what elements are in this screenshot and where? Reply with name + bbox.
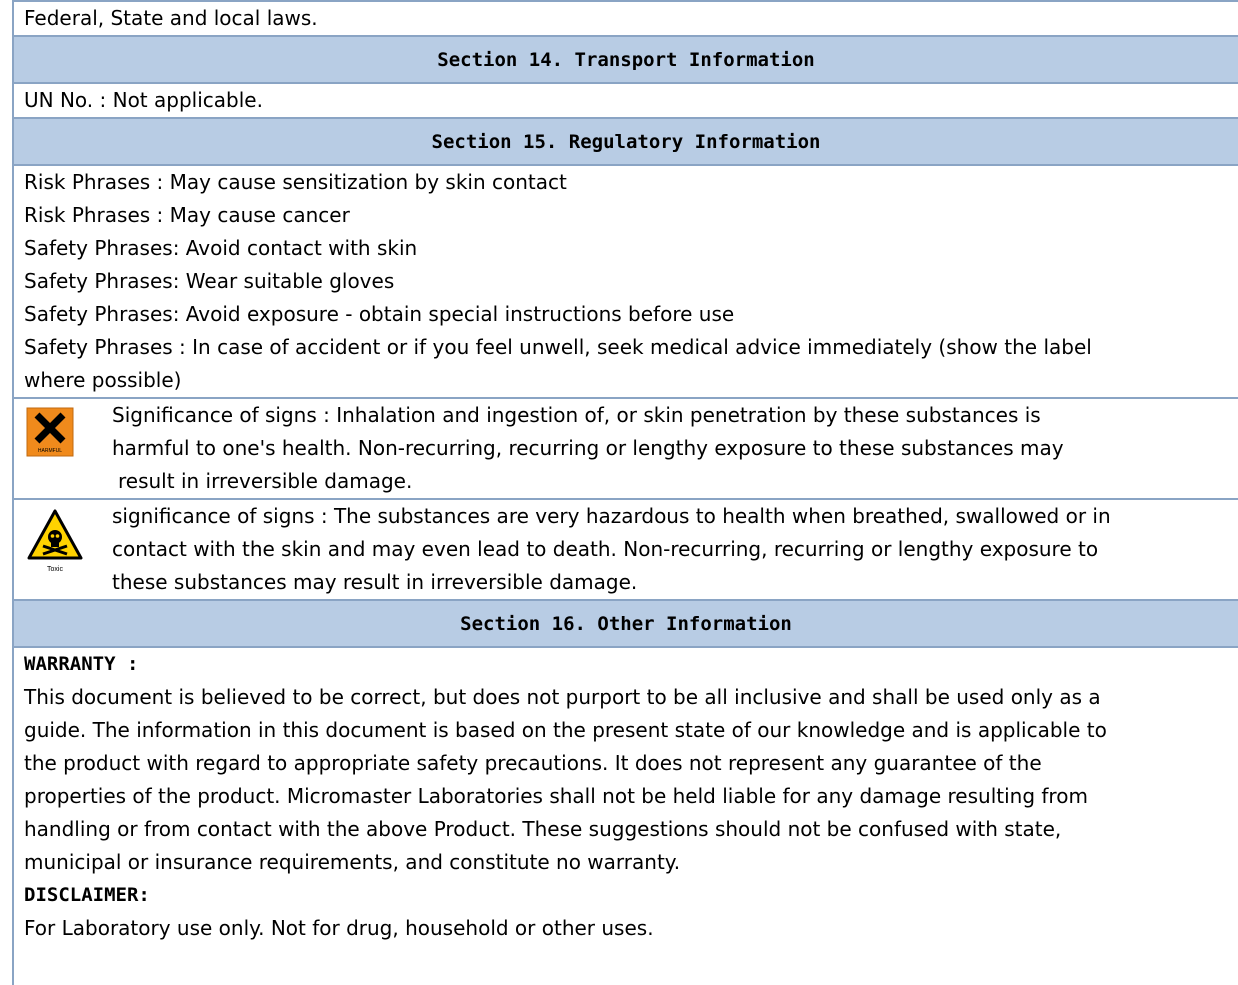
svg-text:HARMFUL: HARMFUL: [37, 448, 63, 454]
harmful-line: result in irreversible damage.: [118, 469, 413, 493]
section-14-header: Section 14. Transport Information: [14, 37, 1238, 84]
other-information-body: [14, 648, 1238, 945]
warranty-line: municipal or insurance requirements, and constitute no warranty.: [24, 850, 681, 874]
risk-phrase: Risk Phrases : May cause sensitization by skin contact: [24, 170, 567, 194]
warranty-label: WARRANTY :: [24, 653, 139, 675]
warranty-line: the product with regard to appropriate safety precautions. It does not represent any guarantee of the: [24, 751, 1042, 775]
warranty-line: This document is believed to be correct, but does not purport to be all inclusive and shall be used only as a: [24, 685, 1101, 709]
safety-phrase: Safety Phrases : In case of accident or if you feel unwell, seek medical advice immediately (show the label: [24, 335, 1092, 359]
toxic-skull-icon: [14, 500, 112, 586]
toxic-line: contact with the skin and may even lead to death. Non-recurring, recurring or lengthy exposure to: [112, 537, 1099, 561]
disclaimer-text: For Laboratory use only. Not for drug, household or other uses.: [24, 916, 654, 940]
msds-document: [12, 0, 1238, 985]
toxic-line: these substances may result in irreversible damage.: [112, 570, 638, 594]
toxic-sign-row: [14, 500, 1238, 601]
un-number-text: UN No. : Not applicable.: [24, 88, 263, 112]
toxic-sign-text: [112, 500, 1238, 599]
safety-phrase-continuation: where possible): [24, 368, 182, 392]
un-number-row: [14, 84, 1238, 119]
safety-phrase: Safety Phrases: Avoid contact with skin: [24, 236, 418, 260]
risk-phrase: Risk Phrases : May cause cancer: [24, 203, 350, 227]
svg-text:Toxic: Toxic: [47, 566, 63, 573]
warranty-line: properties of the product. Micromaster Laboratories shall not be held liable for any damage resulting from: [24, 784, 1088, 808]
harmful-sign-row: [14, 399, 1238, 500]
harmful-line: Significance of signs : Inhalation and ingestion of, or skin penetration by these substances is: [112, 403, 1041, 427]
harmful-x-icon: [14, 399, 112, 467]
warranty-line: handling or from contact with the above Product. These suggestions should not be confused with state,: [24, 817, 1062, 841]
laws-text: Federal, State and local laws.: [24, 6, 318, 30]
safety-phrase: Safety Phrases: Wear suitable gloves: [24, 269, 395, 293]
section-16-header: Section 16. Other Information: [14, 601, 1238, 648]
section-15-header: Section 15. Regulatory Information: [14, 119, 1238, 166]
laws-row: [14, 0, 1238, 37]
phrases-list: [14, 166, 1238, 399]
warranty-line: guide. The information in this document is based on the present state of our knowledge and is applicable to: [24, 718, 1107, 742]
harmful-sign-text: [112, 399, 1238, 498]
harmful-line: harmful to one's health. Non-recurring, recurring or lengthy exposure to these substances may: [112, 436, 1064, 460]
safety-phrase: Safety Phrases: Avoid exposure - obtain special instructions before use: [24, 302, 735, 326]
disclaimer-label: DISCLAIMER:: [24, 884, 150, 906]
toxic-line: significance of signs : The substances are very hazardous to health when breathed, swallowed or in: [112, 504, 1111, 528]
